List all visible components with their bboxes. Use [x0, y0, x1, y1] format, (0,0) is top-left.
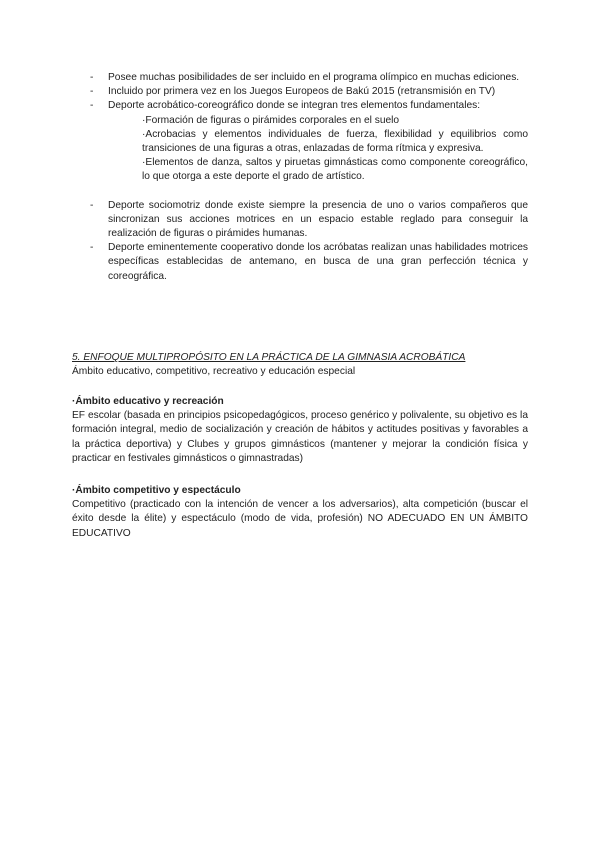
list-item — [90, 71, 528, 85]
educativo-block — [72, 395, 528, 466]
list-item-text: Deporte sociomotriz donde existe siempre la presencia de uno o varios compañeros que sincronizan sus acciones motrices en un espacio estable reglado para conseguir la realización de figuras o pirámides humanas. — [108, 199, 528, 240]
bullet-dash: - — [90, 199, 94, 211]
section-title: 5. ENFOQUE MULTIPROPÓSITO EN LA PRÁCTICA DE LA GIMNASIA ACROBÁTICA — [72, 352, 466, 363]
section-subtitle: Ámbito educativo, competitivo, recreativo y educación especial — [72, 366, 356, 378]
sub-list-item: ·Acrobacias y elementos individuales de fuerza, flexibilidad y equilibrios como transiciones de una figuras a otras, enlazadas de forma rítmica y expresiva. — [142, 128, 528, 155]
list-item — [90, 85, 528, 99]
competitivo-heading: ·Ámbito competitivo y espectáculo — [72, 485, 241, 496]
sub-list — [90, 114, 528, 185]
list-item — [90, 199, 528, 242]
bullet-dash: - — [90, 242, 94, 254]
bullet-dash: - — [90, 100, 94, 112]
competitivo-body: Competitivo (practicado con la intención de vencer a los adversarios), alta competición (buscar el éxito desde la élite) y espectáculo (modo de vida, profesión) NO ADECUADO EN UN ÁMBITO EDUCATIVO — [72, 499, 528, 539]
bullet-dash: - — [90, 86, 94, 98]
list-item — [90, 241, 528, 284]
list-item-text: Incluido por primera vez en los Juegos Europeos de Bakú 2015 (retransmisión en TV) — [108, 86, 496, 98]
list-item-text: Posee muchas posibilidades de ser incluido en el programa olímpico en muchas ediciones. — [108, 72, 520, 83]
list-item-text: Deporte acrobático-coreográfico donde se integran tres elementos fundamentales: — [108, 100, 481, 112]
section-5 — [72, 351, 528, 379]
list-item — [90, 99, 528, 113]
educativo-body: EF escolar (basada en principios psicopedagógicos, proceso genérico y polivalente, su objetivo es la formación integral, medio de socialización y creación de hábitos y actitudes positivas y favorables a la práctica deportiva) y Clubes y grupos gimnásticos (mantener y mejorar la condición física y practicar en festivales gimnásticos o gimnastradas) — [72, 410, 528, 464]
educativo-heading: ·Ámbito educativo y recreación — [72, 396, 224, 407]
list-item-text: Deporte eminentemente cooperativo donde los acróbatas realizan unas habilidades motrices específicas establecidas de antemano, en busca de una gran perfección técnica y coreográfica. — [108, 242, 528, 282]
competitivo-block — [72, 484, 528, 541]
sub-list-item: ·Elementos de danza, saltos y piruetas gimnásticas como componente coreográfico, lo que otorga a este deporte el grado de artístico. — [142, 157, 528, 183]
bullet-dash: - — [90, 72, 94, 83]
spacer — [90, 185, 528, 199]
sub-list-item: ·Formación de figuras o pirámides corporales en el suelo — [142, 114, 400, 126]
feature-list — [90, 71, 528, 284]
